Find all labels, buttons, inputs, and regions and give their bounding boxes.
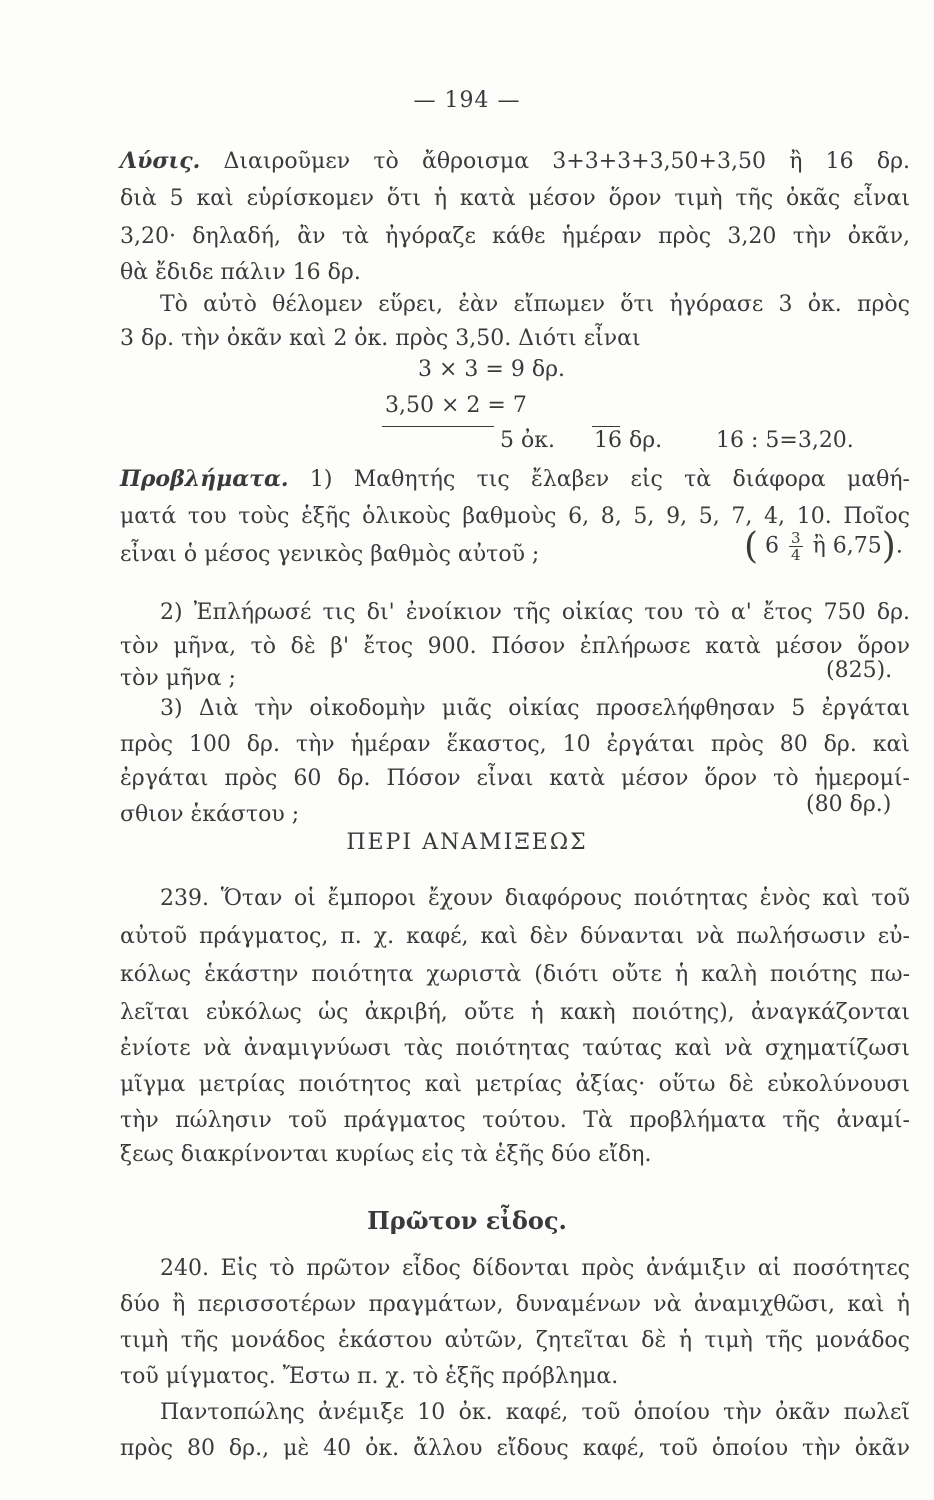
- problem-1-text-1: 1) Μαθητής τις ἔλαβεν εἰς τὰ διάφορα μαθή-: [288, 467, 910, 492]
- problem-3-line-1: 3) Διὰ τὴν οἰκοδομὴν μιᾶς οἰκίας προσελήφθησαν 5 ἐργάται: [160, 696, 910, 721]
- solution-line-4: θὰ ἔδιδε πάλιν 16 δρ.: [120, 260, 361, 285]
- problem-1-line-1: [120, 464, 910, 495]
- problem-1-line-2: ματά του τοὺς ἑξῆς ὁλικοὺς βαθμοὺς 6, 8, 5, 9, 5, 7, 4, 10. Ποῖος: [120, 504, 910, 529]
- para-239-line-4: λεῖται εὐκόλως ὡς ἀκριβή, οὔτε ἡ κακὴ ποιότης), ἀναγκάζονται: [120, 1000, 910, 1025]
- para-239-line-5: ἐνίοτε νὰ ἀναμιγνύωσι τὰς ποιότητας ταύτας καὶ νὰ σχηματίζωσι: [120, 1036, 910, 1061]
- problem-1-line-3: εἶναι ὁ μέσος γενικὸς βαθμὸς αὐτοῦ ;: [120, 542, 540, 567]
- para-240-line-6: πρὸς 80 δρ., μὲ 40 ὀκ. ἄλλου εἴδους καφέ, τοῦ ὁποίου τὴν ὀκᾶν: [120, 1436, 910, 1461]
- calc-rule-right: [592, 426, 620, 427]
- solution-line-6: 3 δρ. τὴν ὀκᾶν καὶ 2 ὀκ. πρὸς 3,50. Διότι εἶναι: [120, 326, 641, 351]
- calc-average: 16 : 5=3,20.: [716, 428, 854, 453]
- para-239-line-3: κόλως ἑκάστην ποιότητα χωριστὰ (διότι οὔτε ἡ καλὴ ποιότης πω-: [120, 962, 910, 987]
- problem-2-line-1: 2) Ἐπλήρωσέ τις δι' ἐνοίκιον τῆς οἰκίας του τὸ α' ἔτος 750 δρ.: [160, 600, 910, 625]
- calc-rule-left: [382, 426, 494, 427]
- para-240-line-5: Παντοπώλης ἀνέμιξε 10 ὀκ. καφέ, τοῦ ὁποίου τὴν ὀκᾶν πωλεῖ: [160, 1400, 910, 1425]
- solution-line-1: [120, 146, 910, 177]
- calc-row-1: 3 × 3 = 9 δρ.: [418, 357, 565, 382]
- calc-row-2: 3,50 × 2 = 7: [385, 393, 527, 418]
- problem-2-answer: (825).: [826, 658, 893, 683]
- answer-whole: 6: [765, 533, 780, 559]
- solution-line-2: διὰ 5 καὶ εὑρίσκομεν ὅτι ἡ κατὰ μέσον ὅρον τιμὴ τῆς ὀκᾶς εἶναι: [120, 186, 910, 211]
- problem-2-line-3: τὸν μῆνα ;: [120, 666, 236, 691]
- section-title: ΠΕΡΙ ΑΝΑΜΙΞΕΩΣ: [346, 830, 588, 855]
- para-239-line-1: 239. Ὅταν οἱ ἔμποροι ἔχουν διαφόρους ποιότητας ἑνὸς καὶ τοῦ: [160, 886, 910, 911]
- para-240-line-4: τοῦ μίγματος. Ἔστω π. χ. τὸ ἑξῆς πρόβλημα.: [120, 1364, 619, 1389]
- para-240-line-2: δύο ἢ περισσοτέρων πραγμάτων, δυναμένων νὰ ἀναμιχθῶσι, καὶ ἡ: [120, 1292, 910, 1317]
- problem-3-line-4: σθιον ἑκάστου ;: [120, 802, 300, 827]
- problem-3-line-3: ἐργάται πρὸς 60 δρ. Πόσον εἶναι κατὰ μέσον ὅρον τὸ ἡμερομί-: [120, 766, 910, 791]
- para-240-line-1: 240. Εἰς τὸ πρῶτον εἶδος δίδονται πρὸς ἀνάμιξιν αἱ ποσότητες: [160, 1256, 910, 1281]
- page-number: — 194 —: [413, 88, 521, 113]
- answer-decimal: ἢ 6,75: [812, 533, 882, 559]
- problem-3-line-2: πρὸς 100 δρ. τὴν ἡμέραν ἕκαστος, 10 ἐργάται πρὸς 80 δρ. καὶ: [120, 732, 910, 757]
- para-239-line-7: τὴν πώλησιν τοῦ πράγματος τούτου. Τὰ προβλήματα τῆς ἀναμί-: [120, 1108, 910, 1133]
- solution-text-1: Διαιροῦμεν τὸ ἄθροισμα 3+3+3+3,50+3,50 ἢ 16 δρ.: [200, 149, 910, 174]
- calc-total-okades: 5 ὀκ.: [500, 428, 555, 453]
- problem-1-answer: ( 6 $\frac{3}{4}$ ἢ 6,75).: [744, 526, 903, 567]
- para-239-line-2: αὐτοῦ πράγματος, π. χ. καφέ, καὶ δὲν δύνανται νὰ πωλήσωσιν εὐ-: [120, 924, 910, 949]
- subsection-title: Πρῶτον εἶδος.: [367, 1206, 567, 1235]
- problems-label: Προβλήματα.: [120, 466, 289, 492]
- solution-line-5: Τὸ αὐτὸ θέλομεν εὕρει, ἐὰν εἴπωμεν ὅτι ἠγόρασε 3 ὀκ. πρὸς: [160, 292, 910, 317]
- calc-total-drachmes: 16 δρ.: [594, 428, 663, 453]
- problem-3-answer: (80 δρ.): [806, 792, 892, 817]
- para-240-line-3: τιμὴ τῆς μονάδος ἑκάστου αὐτῶν, ζητεῖται δὲ ἡ τιμὴ τῆς μονάδος: [120, 1328, 910, 1353]
- para-239-line-6: μῖγμα μετρίας ποιότητος καὶ μετρίας ἀξίας· οὕτω δὲ εὐκολύνουσι: [120, 1072, 910, 1097]
- answer-fraction: $\frac{3}{4}$: [791, 529, 801, 564]
- solution-label: Λύσις.: [120, 148, 201, 174]
- para-239-line-8: ξεως διακρίνονται κυρίως εἰς τὰ ἑξῆς δύο εἴδη.: [120, 1142, 652, 1167]
- solution-line-3: 3,20· δηλαδή, ἂν τὰ ἠγόραζε κάθε ἡμέραν πρὸς 3,20 τὴν ὀκᾶν,: [120, 224, 910, 249]
- problem-2-line-2: τὸν μῆνα, τὸ δὲ β' ἔτος 900. Πόσον ἐπλήρωσε κατὰ μέσον ὅρον: [120, 634, 910, 659]
